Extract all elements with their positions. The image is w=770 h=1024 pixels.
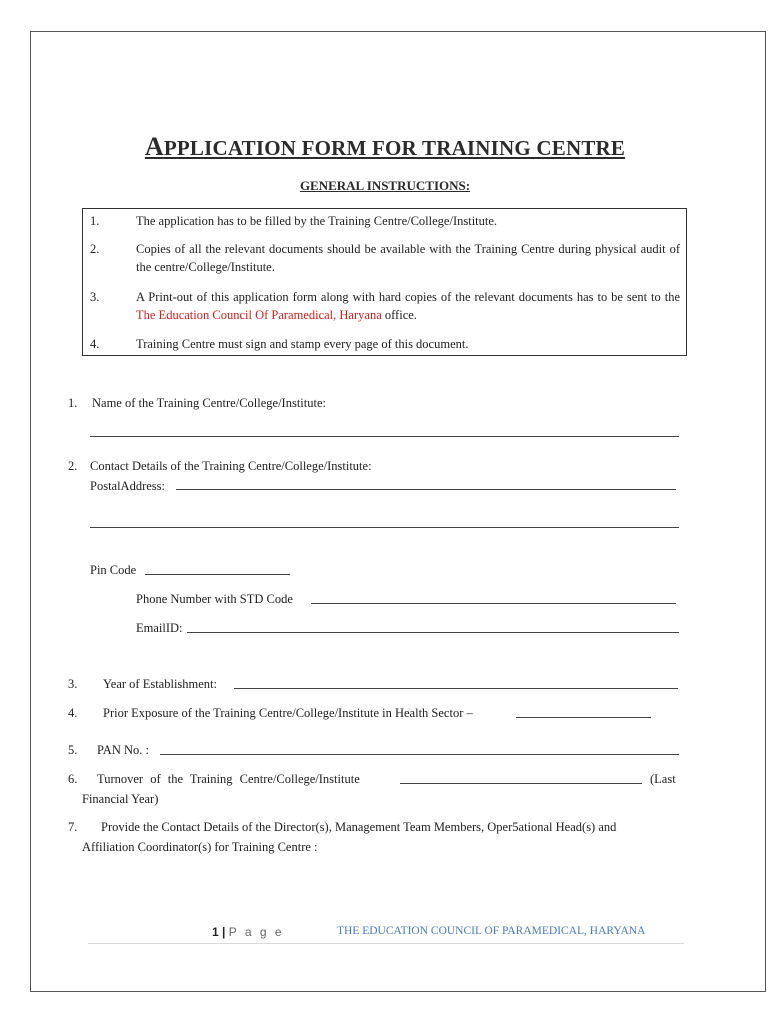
- postal-address-line[interactable]: [176, 489, 676, 490]
- footer-organization: THE EDUCATION COUNCIL OF PARAMEDICAL, HARYANA: [337, 925, 646, 937]
- q1-answer-line[interactable]: [90, 436, 679, 437]
- phone-line[interactable]: [311, 603, 676, 604]
- council-name-highlight: The Education Council Of Paramedical, Haryana: [136, 308, 382, 322]
- q7-number: 7.: [68, 820, 78, 834]
- q3-answer-line[interactable]: [234, 688, 678, 689]
- email-line[interactable]: [187, 632, 679, 633]
- title-initial: A: [144, 132, 164, 161]
- title-rest: PPLICATION FORM FOR TRAINING CENTRE: [163, 136, 626, 160]
- q6-suffix: (Last: [650, 772, 676, 786]
- q3-label: Year of Establishment:: [103, 677, 217, 691]
- q6-answer-line[interactable]: [400, 783, 642, 784]
- pin-code-line[interactable]: [145, 574, 290, 575]
- q1-number: 1.: [68, 396, 78, 410]
- q4-label: Prior Exposure of the Training Centre/College/Institute in Health Sector –: [103, 706, 473, 720]
- email-label: EmailID:: [136, 621, 183, 635]
- q2-label: Contact Details of the Training Centre/College/Institute:: [90, 459, 372, 473]
- pin-code-label: Pin Code: [90, 563, 137, 577]
- q7-label-line2: Affiliation Coordinator(s) for Training Centre :: [82, 840, 318, 854]
- q6-label-line2: Financial Year): [82, 792, 159, 806]
- q6-label: Turnover of the Training Centre/College/Institute: [97, 772, 360, 786]
- instructions-box: [82, 208, 687, 356]
- q3-number: 3.: [68, 677, 78, 691]
- q5-answer-line[interactable]: [160, 754, 679, 755]
- q6-number: 6.: [68, 772, 78, 786]
- instructions-heading: GENERAL INSTRUCTIONS:: [299, 178, 471, 193]
- q5-number: 5.: [68, 743, 78, 757]
- q5-label: PAN No. :: [97, 743, 149, 757]
- q4-number: 4.: [68, 706, 78, 720]
- page-title: [0, 132, 770, 162]
- q7-label: Provide the Contact Details of the Director(s), Management Team Members, Oper5ational Head(s) and: [101, 820, 617, 834]
- postal-address-line-2[interactable]: [90, 527, 679, 528]
- q4-answer-line[interactable]: [516, 717, 651, 718]
- postal-address-label: PostalAddress:: [90, 479, 165, 493]
- q2-number: 2.: [68, 459, 78, 473]
- phone-label: Phone Number with STD Code: [136, 592, 293, 606]
- q1-label: Name of the Training Centre/College/Institute:: [92, 396, 326, 410]
- footer-divider: [88, 943, 684, 944]
- footer-page-number: 1 | P a g e: [212, 925, 285, 939]
